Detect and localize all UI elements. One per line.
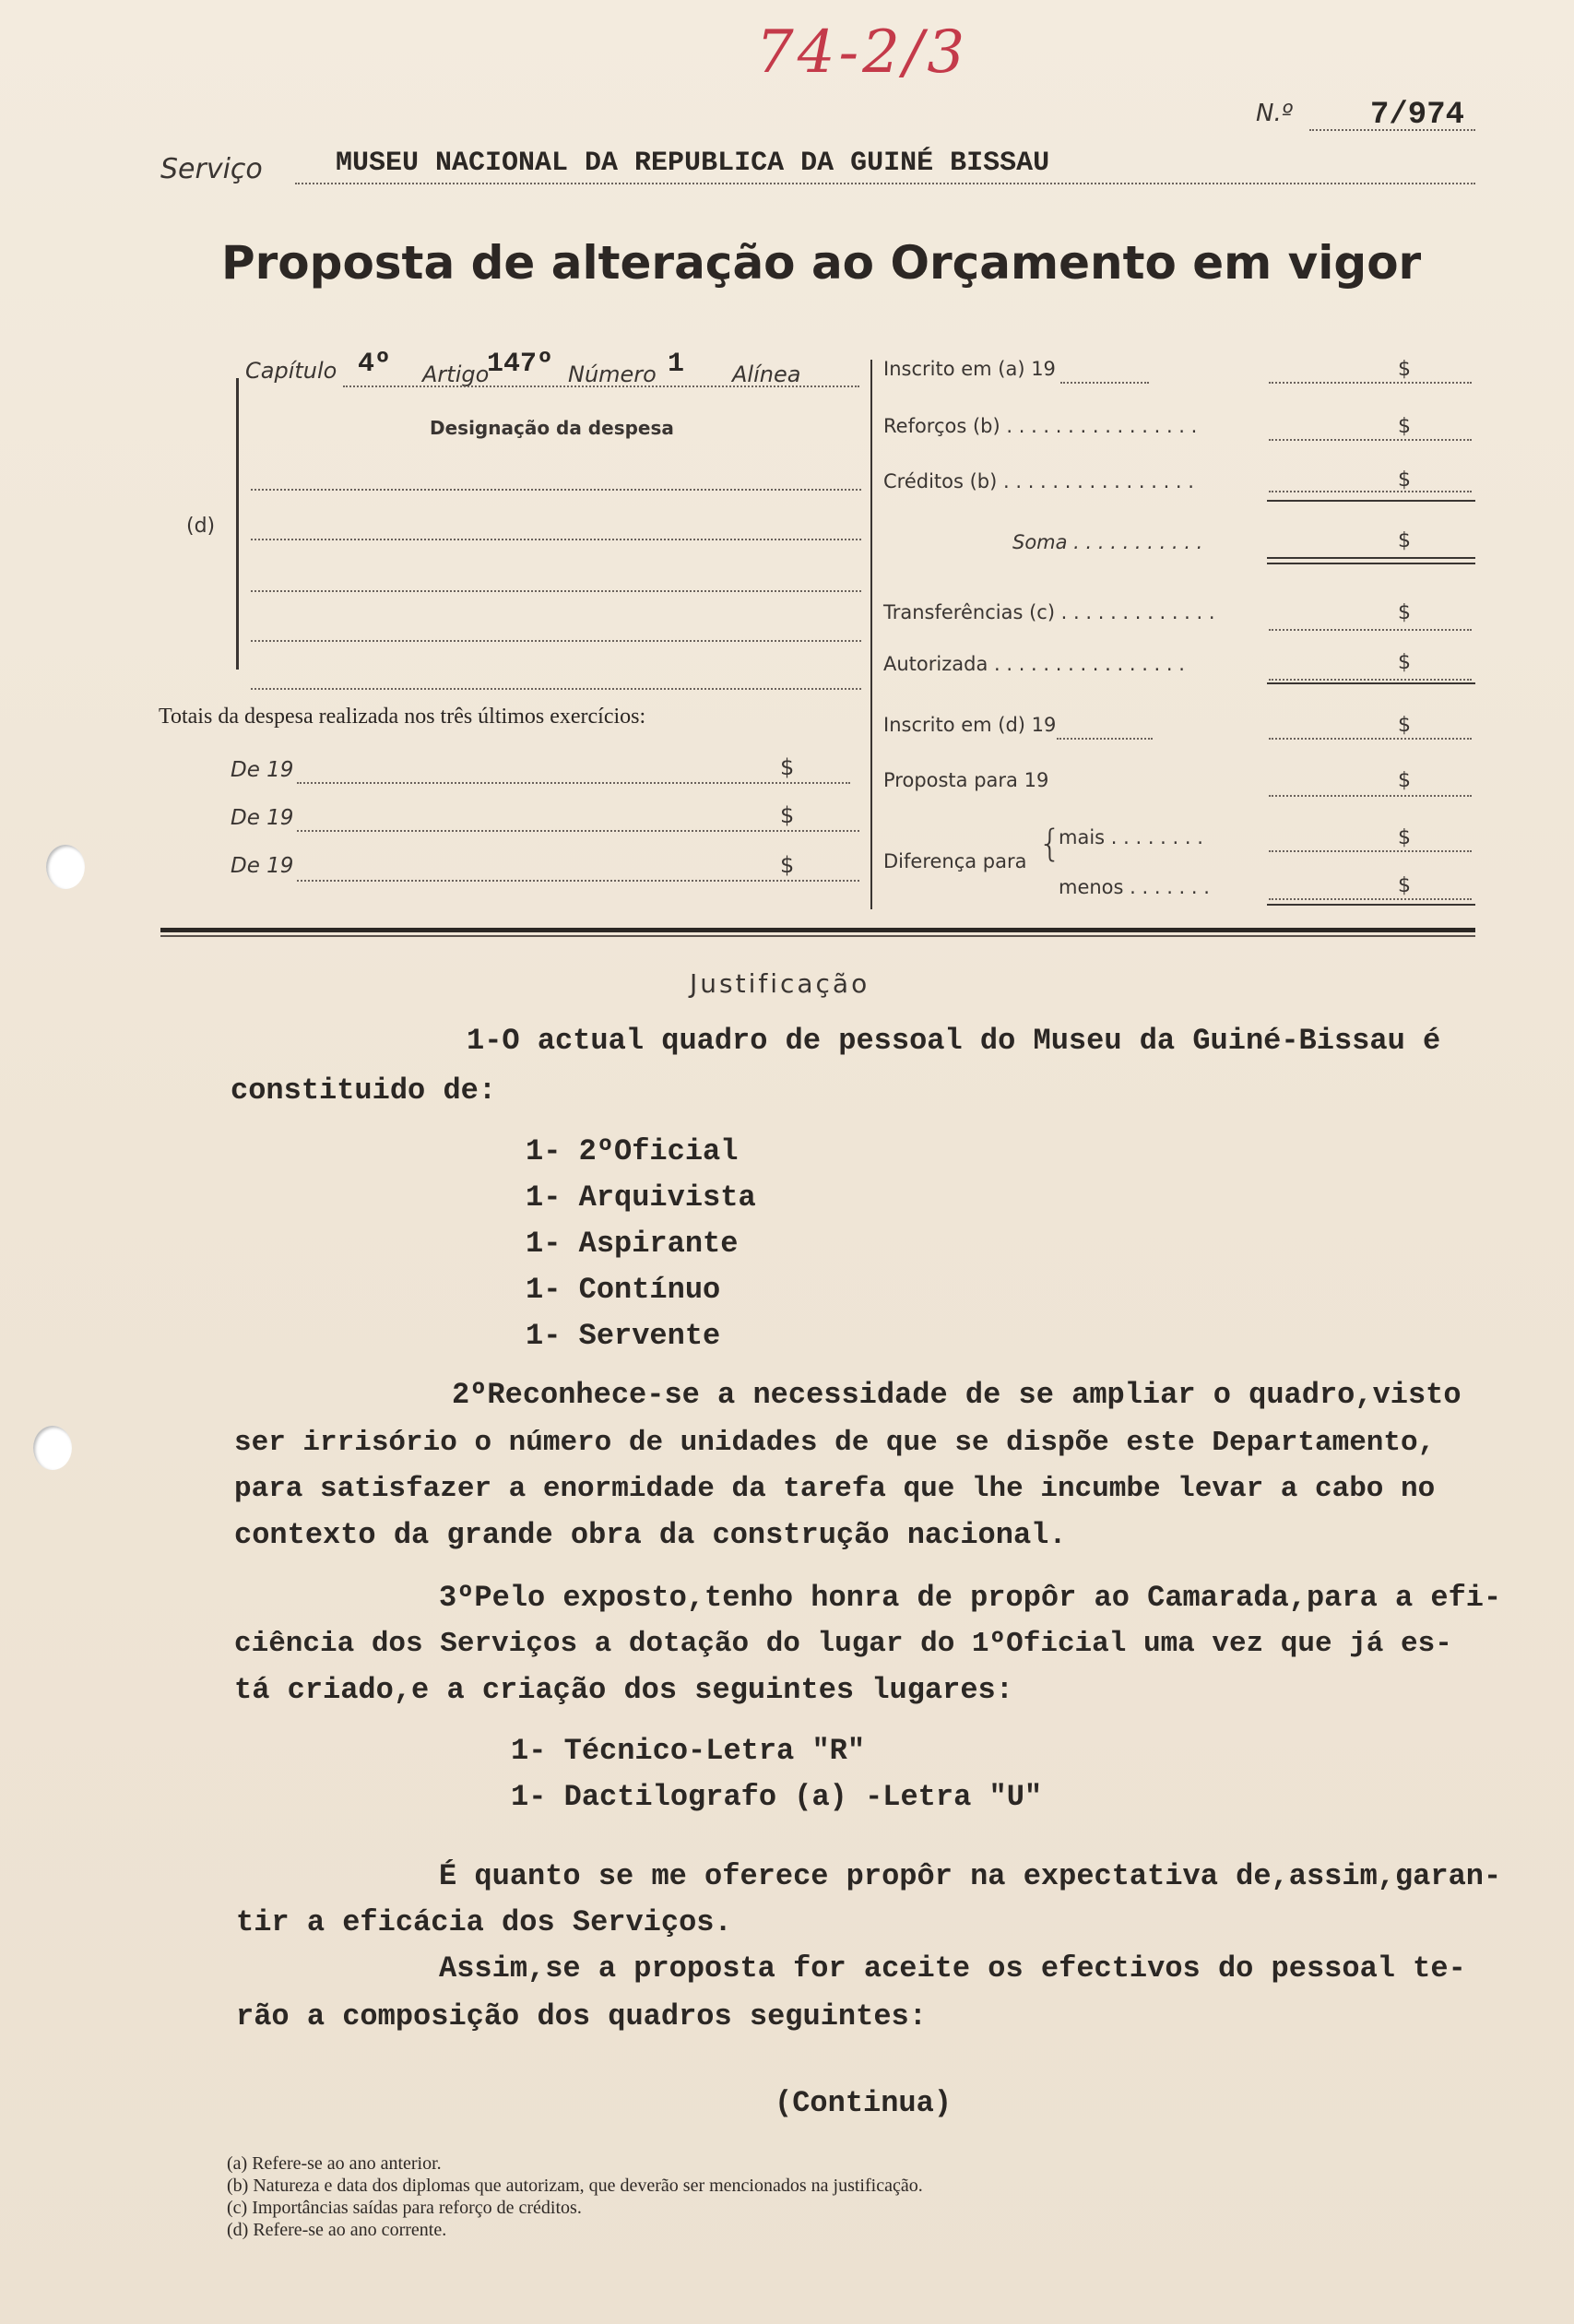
capitulo-value: 4º — [358, 349, 392, 380]
p4-line2: tir a eficácia dos Serviços. — [236, 1905, 732, 1939]
value-soma: $ — [1398, 529, 1411, 552]
footnote-b: (b) Natureza e data dos diplomas que autorizam, que deverão ser mencionados na justificação. — [227, 2176, 923, 2196]
p4-line1: É quanto se me oferece propôr na expectativa de,assim,garan- — [439, 1859, 1502, 1893]
list1-item-5: 1- Servente — [526, 1319, 721, 1353]
value-menos: $ — [1398, 874, 1411, 897]
row-transferencias: Transferências (c) . . . . . . . . . . . . . — [883, 601, 1215, 623]
footnote-d: (d) Refere-se ao ano corrente. — [227, 2220, 447, 2240]
footnote-c: (c) Importâncias saídas para reforço de créditos. — [227, 2198, 582, 2218]
list1-item-3: 1- Aspirante — [526, 1227, 739, 1261]
handwritten-reference: 74-2/3 — [756, 18, 969, 87]
row-soma: Soma . . . . . . . . . . . — [1012, 531, 1203, 553]
value-transferencias: $ — [1398, 601, 1411, 624]
p2-line4: contexto da grande obra da construção nacional. — [234, 1518, 1067, 1552]
footnote-a: (a) Refere-se ao ano anterior. — [227, 2153, 442, 2174]
value-autorizada: $ — [1398, 651, 1411, 674]
designacao-line-4 — [251, 640, 861, 642]
de-row-2-label: De 19 — [231, 806, 294, 830]
row-mais: mais . . . . . . . . — [1059, 826, 1203, 848]
punch-hole-top — [46, 845, 85, 889]
de-row-1-currency: $ — [780, 754, 795, 780]
list1-item-2: 1- Arquivista — [526, 1180, 756, 1215]
list2-item-1: 1- Técnico-Letra "R" — [511, 1734, 866, 1768]
row-inscrito-a: Inscrito em (a) 19 — [883, 358, 1056, 380]
designacao-line-2 — [251, 539, 861, 540]
de-row-3-label: De 19 — [231, 854, 294, 878]
doc-number: 7/974 — [1370, 98, 1465, 133]
value-creditos: $ — [1398, 468, 1411, 492]
alinea-label: Alínea — [732, 362, 801, 387]
continua-label: (Continua) — [775, 2086, 953, 2120]
de-row-2-currency: $ — [780, 802, 795, 828]
justificacao-heading: Justificação — [690, 968, 870, 999]
value-inscrito-d: $ — [1398, 714, 1411, 737]
p2-line3: para satisfazer a enormidade da tarefa que lhe incumbe levar a cabo no — [234, 1473, 1436, 1505]
row-menos: menos . . . . . . . — [1059, 876, 1210, 898]
row-autorizada: Autorizada . . . . . . . . . . . . . . . . — [883, 653, 1185, 675]
list2-item-2: 1- Dactilografo (a) -Letra "U" — [511, 1780, 1043, 1814]
row-creditos: Créditos (b) . . . . . . . . . . . . . . . . — [883, 470, 1194, 492]
page-title: Proposta de alteração ao Orçamento em vigor — [221, 236, 1422, 290]
de-row-3-currency: $ — [780, 852, 795, 878]
p1-line2: constituido de: — [231, 1073, 497, 1108]
p3-line1: 3ºPelo exposto,tenho honra de propôr ao Camarada,para a efi- — [439, 1581, 1502, 1615]
capitulo-label: Capítulo — [245, 358, 337, 384]
numero-label: Número — [568, 362, 657, 387]
designacao-header: Designação da despesa — [430, 417, 674, 439]
service-value: MUSEU NACIONAL DA REPUBLICA DA GUINÉ BISSAU — [336, 148, 1050, 179]
d-marker: (d) — [186, 515, 216, 538]
value-reforcos: $ — [1398, 415, 1411, 438]
de-row-1-label: De 19 — [231, 758, 294, 782]
p2-line2: ser irrisório o número de unidades de que se dispõe este Departamento, — [234, 1427, 1436, 1459]
artigo-value: 147º — [487, 349, 554, 380]
value-mais: $ — [1398, 826, 1411, 849]
designacao-line-1 — [251, 489, 861, 491]
diferenca-brace: { — [1038, 823, 1062, 865]
p2-line1: 2ºReconhece-se a necessidade de se ampliar o quadro,visto — [452, 1378, 1462, 1412]
designacao-line-3 — [251, 590, 861, 592]
list1-item-1: 1- 2ºOficial — [526, 1134, 739, 1168]
p1-line1: 1-O actual quadro de pessoal do Museu da Guiné-Bissau é — [467, 1024, 1441, 1058]
p5-line1: Assim,se a proposta for aceite os efectivos do pessoal te- — [439, 1951, 1466, 1986]
row-reforcos: Reforços (b) . . . . . . . . . . . . . . . . — [883, 415, 1198, 437]
doc-number-label: N.º — [1256, 100, 1293, 127]
totais-label: Totais da despesa realizada nos três últimos exercícios: — [159, 705, 646, 729]
p5-line2: rão a composição dos quadros seguintes: — [236, 1999, 927, 2034]
list1-item-4: 1- Contínuo — [526, 1273, 721, 1307]
row-proposta: Proposta para 19 — [883, 769, 1049, 791]
value-inscrito-a: $ — [1398, 358, 1411, 381]
value-proposta: $ — [1398, 769, 1411, 792]
diferenca-label: Diferença para — [883, 850, 1027, 872]
artigo-label: Artigo — [422, 362, 490, 387]
designacao-line-5 — [251, 688, 861, 690]
row-inscrito-d: Inscrito em (d) 19 — [883, 714, 1057, 736]
brace — [236, 378, 239, 670]
service-label: Serviço — [160, 153, 263, 185]
p3-line2: ciência dos Serviços a dotação do lugar do 1ºOficial uma vez que já es- — [234, 1628, 1452, 1660]
punch-hole-bottom — [33, 1426, 72, 1470]
p3-line3: tá criado,e a criação dos seguintes lugares: — [234, 1673, 1013, 1707]
numero-value: 1 — [668, 349, 685, 380]
column-divider — [870, 360, 872, 909]
section-separator — [160, 928, 1475, 932]
